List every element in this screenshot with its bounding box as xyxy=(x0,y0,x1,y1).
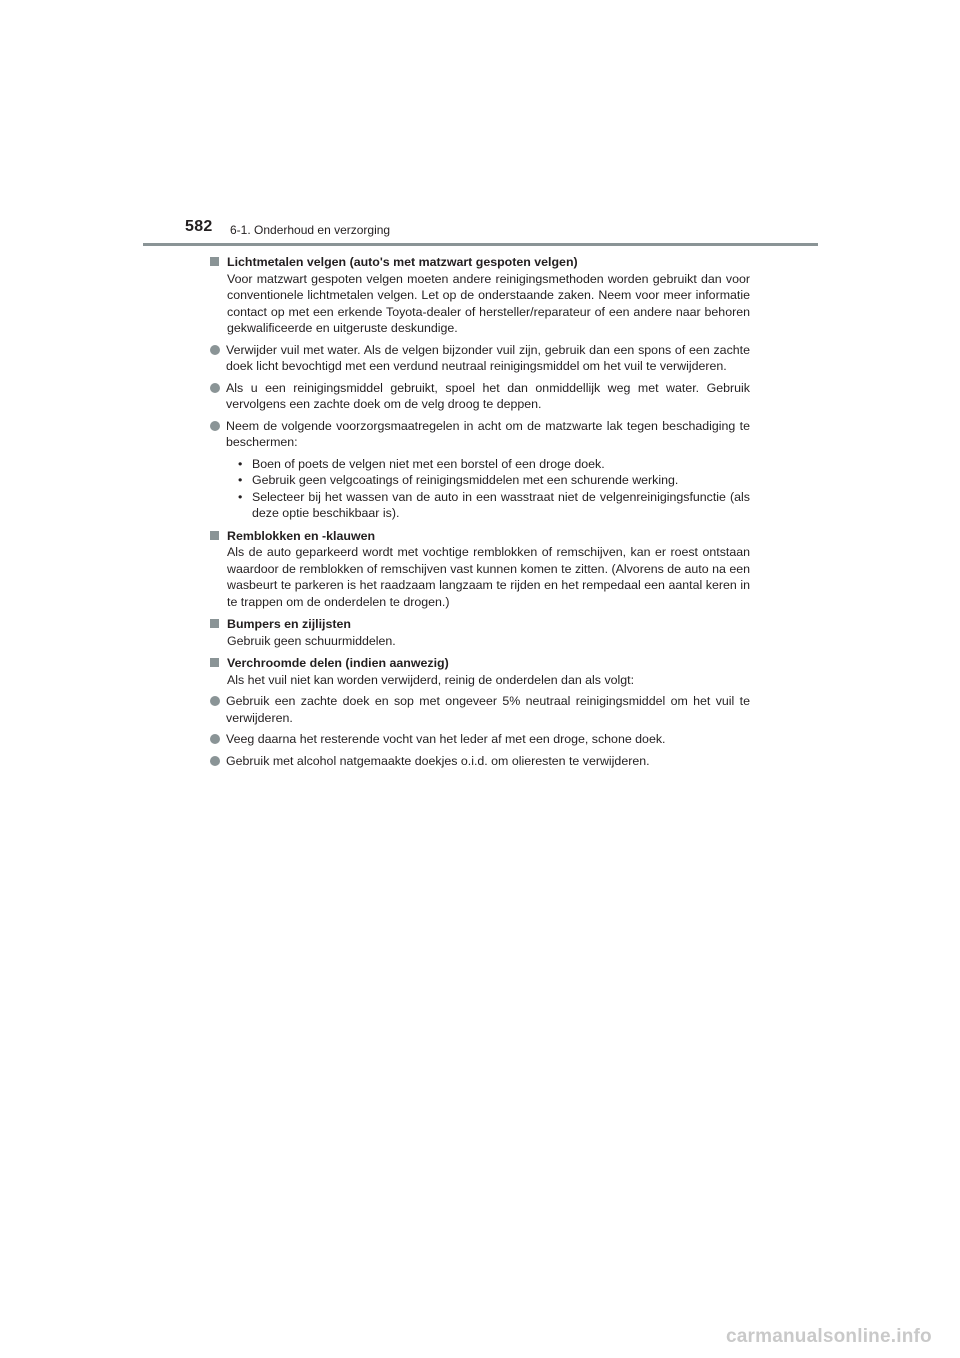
dot-marker-icon: • xyxy=(238,456,243,471)
square-bullet-icon xyxy=(210,619,219,628)
sub-list-item-text: Boen of poets de velgen niet met een borstel of een droge doek. xyxy=(252,456,605,471)
page-content xyxy=(210,254,750,769)
sub-list xyxy=(238,456,750,522)
list-item-text: Verwijder vuil met water. Als de velgen bijzonder vuil zijn, gebruik dan een spons of een zachte doek licht bevochtigd met een verdund neutraal reinigingsmiddel om het vuil te verwijderen. xyxy=(226,342,750,373)
square-bullet-icon xyxy=(210,658,219,667)
list-item xyxy=(210,342,750,375)
header-divider xyxy=(143,243,818,246)
section-heading-text: Bumpers en zijlijsten xyxy=(227,617,351,631)
circle-bullet-icon xyxy=(210,421,220,431)
list-item xyxy=(210,693,750,726)
list-item xyxy=(210,418,750,451)
list-item xyxy=(210,380,750,413)
section-paragraph: Gebruik geen schuurmiddelen. xyxy=(227,633,396,648)
square-bullet-icon xyxy=(210,531,219,540)
section-heading-verchroomde-delen xyxy=(210,655,750,672)
sub-list-item xyxy=(238,472,750,489)
sub-list-item-text: Gebruik geen velgcoatings of reinigingsmiddelen met een schurende werking. xyxy=(252,473,679,487)
section-heading-lichtmetalen-velgen xyxy=(210,254,750,271)
dot-marker-icon: • xyxy=(238,489,243,504)
list-item xyxy=(210,731,750,748)
section-paragraph: Als de auto geparkeerd wordt met vochtige remblokken of remschijven, kan er roest ontstaan waardoor de remblokken of remschijven vast kunnen komen te zitten. (Alvorens de auto na een wasbeurt te parkeren is het raadzaam langzaam te rijden en het rempedaal een aantal keren in te trappen om de onderdelen te drogen.) xyxy=(227,545,750,609)
circle-bullet-icon xyxy=(210,696,220,706)
circle-bullet-icon xyxy=(210,345,220,355)
circle-bullet-icon xyxy=(210,383,220,393)
section-heading-bumpers xyxy=(210,616,750,633)
section-heading-text: Lichtmetalen velgen (auto's met matzwart gespoten velgen) xyxy=(227,255,578,269)
sub-list-item xyxy=(238,489,750,522)
list-item-text: Neem de volgende voorzorgsmaatregelen in acht om de matzwarte lak tegen beschadiging te beschermen: xyxy=(226,418,750,449)
sub-list-item xyxy=(238,456,750,473)
list-item-text: Gebruik een zachte doek en sop met ongeveer 5% neutraal reinigingsmiddel om het vuil te verwijderen. xyxy=(226,694,750,725)
sub-list-item-text: Selecteer bij het wassen van de auto in een wasstraat niet de velgenreinigingsfunctie (als deze optie beschikbaar is). xyxy=(252,489,750,520)
section-paragraph: Als het vuil niet kan worden verwijderd, reinig de onderdelen dan als volgt: xyxy=(227,672,635,687)
section-heading-text: Remblokken en -klauwen xyxy=(227,528,376,543)
circle-bullet-icon xyxy=(210,734,220,744)
page-number: 582 xyxy=(185,218,213,235)
watermark[interactable]: carmanualsonline.info xyxy=(726,1326,932,1347)
section-paragraph: Voor matzwart gespoten velgen moeten andere reinigingsmethoden worden gebruikt dan voor conventionele lichtmetalen velgen. Let op de onderstaande zaken. Neem voor meer informatie contact op met een erkende Toyota-dealer of hersteller/reparateur of een andere naar behoren gekwalificeerde en uitgeruste deskundige. xyxy=(227,271,750,335)
circle-bullet-icon xyxy=(210,756,220,766)
list-item xyxy=(210,753,750,770)
square-bullet-icon xyxy=(210,257,219,266)
dot-marker-icon: • xyxy=(238,473,243,487)
section-heading-text: Verchroomde delen (indien aanwezig) xyxy=(227,656,449,670)
list-item-text: Gebruik met alcohol natgemaakte doekjes o.i.d. om olieresten te verwijderen. xyxy=(226,753,650,768)
list-item-text: Als u een reinigingsmiddel gebruikt, spoel het dan onmiddellijk weg met water. Gebruik vervolgens een zachte doek om de velg droog te deppen. xyxy=(226,380,750,411)
list-item-text: Veeg daarna het resterende vocht van het leder af met een droge, schone doek. xyxy=(226,732,666,746)
section-heading-remblokken xyxy=(210,528,750,545)
section-title: 6-1. Onderhoud en verzorging xyxy=(230,223,391,237)
